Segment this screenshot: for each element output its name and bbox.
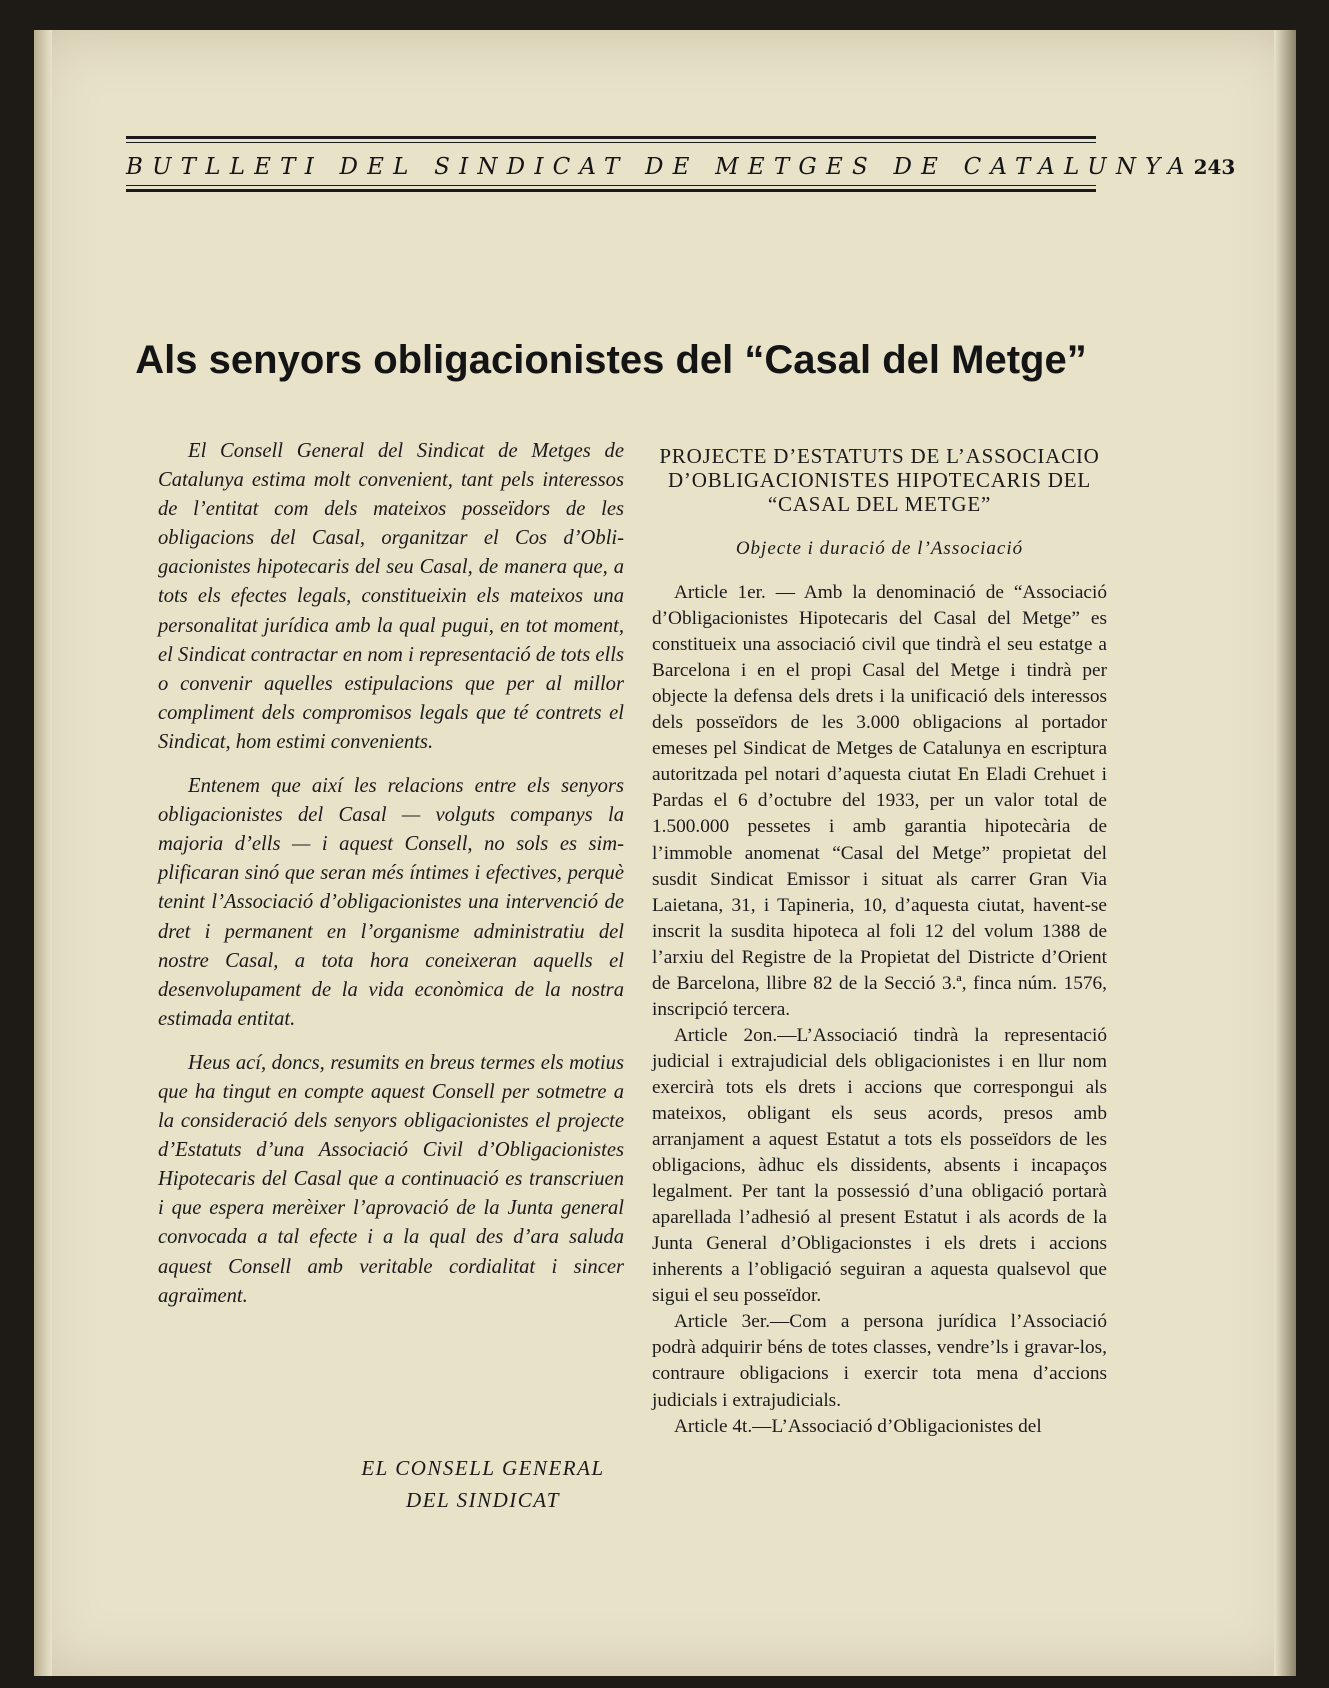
signature-line: EL CONSELL GENERAL — [361, 1456, 605, 1480]
left-column — [158, 437, 624, 1326]
intro-paragraph: Entenem que així les relacions entre els senyors obligacionistes del Casal — volguts companys la majoria d’ells — i aquest Consell, no sols es simplificaran sinó que seran més íntimes i efectives, perquè tenint l’Associació d’obligacionistes una intervenció de dret i permanent en l’organisme administratiu del nostre Casal, a tota hora coneixeran aquells el desenvolupament de la vida econòmica de la nostra estimada entitat. — [158, 775, 624, 1030]
right-column — [652, 444, 1107, 1440]
signature-block — [300, 1452, 666, 1516]
statutes-subtitle: Objecte i duració de l’Associació — [735, 538, 1024, 559]
intro-paragraph: Heus ací, doncs, resumits en breus termes els motius que ha tingut en compte aquest Consell per sotmetre a la consideració dels senyors obligacionistes el projecte d’Estatuts d’una Associació Civil d’Obligacionistes Hipotecaris del Casal que a continuació es transcriuen i que espera merèixer l’aprovació de la Junta general convocada a tal efecte i a la qual des d’ara saluda aquest Consell amb veritable cordialitat i sincer agraïment. — [158, 1051, 624, 1307]
article-headline: Als senyors obligacionistes del “Casal del Metge” — [135, 338, 1087, 382]
page-gutter-shadow — [34, 30, 52, 1676]
statute-article: Article 3er.—Com a persona jurídica l’Associació podrà adquirir béns de totes classes, vendre’ls i gravar-los, contraure obligacions i exercir tota mena d’accions judicials i extrajudicials. — [652, 1311, 1107, 1411]
journal-title: BUTLLETI DEL SINDICAT DE METGES DE CATALUNYA — [126, 154, 1194, 180]
statute-article: Article 2on.—L’Associació tindrà la representació judicial i extrajudicial dels obligacionistes i en llur nom exercirà tots els drets i accions que correspongui als mateixos, obligant els seus acords, presos amb arranjament a aquest Estatut a tots els posseïdors de les obligacions, àdhuc els dissidents, absents i incapaços legalment. Per tant la possessió d’una obligació portarà aparellada l’adhesió al present Estatut i als acords de la Junta General d’Obligacionstes i els drets i accions inherents a l’obligació seguiran a aquesta qualsevol que sigui el seu posseïdor. — [652, 1024, 1107, 1307]
running-header — [126, 148, 1236, 186]
statute-article: Article 1er. — Amb la denominació de “Associació d’Obligacionistes Hipotecaris del Casal del Metge” es constitueix una associació civil que tindrà el seu estatge a Barcelona i en el propi Casal del Metge i tindrà per objecte la defensa dels drets i la unificació dels interessos dels posseïdors de les 3.000 obligacions al portador emeses pel Sindicat de Metges de Catalunya en escriptura autoritzada pel notari d’aquesta ciutat En Eladi Crehuet i Pardas el 6 d’octubre del 1933, per un valor total de 1.500.000 pessetes i amb garantia hipotecària de l’immoble anomenat “Casal del Metge” propietat del susdit Sindicat Emissor i situat als carrer Gran Via Laietana, 31, i Tapineria, 10, d’aquesta ciutat, havent-se inscrit la susdita hipoteca al foli 12 del volum 1388 de l’arxiu del Registre de la Propietat del Districte d’Orient de Barcelona, llibre 82 de la Secció 3.ª, finca núm. 1576, inscripció tercera. — [652, 582, 1107, 1020]
header-rule-bottom-thin — [126, 185, 1096, 186]
page-number: 243 — [1193, 155, 1236, 179]
statute-article: Article 4t.—L’Associació d’Obligacionistes del — [674, 1415, 1042, 1437]
signature-line: DEL SINDICAT — [406, 1488, 560, 1512]
header-rule-bottom — [126, 189, 1096, 192]
intro-paragraph: El Consell General del Sindicat de Metges de Catalunya estima molt convenient, tant pels interessos de l’entitat com dels mateixos posseïdors de les obligacions del Casal, organitzar el Cos d’Obligacionistes hipotecaris del seu Casal, de manera que, a tots els efectes legals, constitueixin els mateixos una personalitat jurídica amb la qual pugui, en tot moment, el Sindicat contractar en nom i representació de tots ells o convenir aquelles estipulacions que per al millor compliment dels compromisos legals que té contrets el Sindicat, hom estimi convenients. — [158, 440, 624, 753]
header-rule-top-thin — [126, 142, 1096, 143]
page-edge-shadow — [1274, 30, 1296, 1676]
statutes-title: PROJECTE D’ESTATUTS DE L’ASSOCIACIO D’OBLIGACIONISTES HIPOTECARIS DEL “CASAL DEL METGE” — [659, 444, 1100, 516]
header-rule-top — [126, 136, 1096, 139]
